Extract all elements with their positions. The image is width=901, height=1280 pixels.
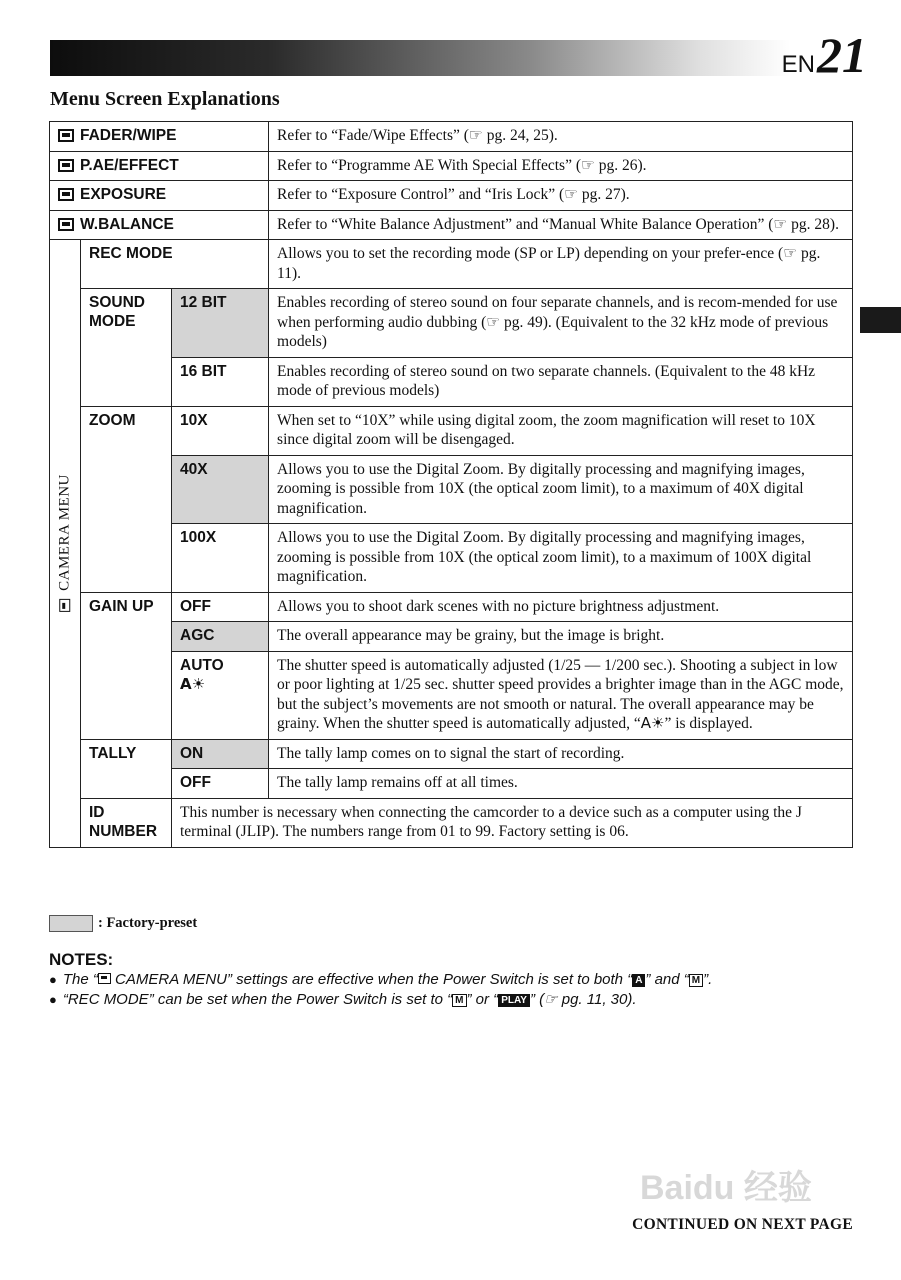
white-balance-icon xyxy=(58,218,74,231)
camera-menu-icon xyxy=(98,973,111,984)
gain-agc-option: AGC xyxy=(172,622,269,652)
exposure-desc: Refer to “Exposure Control” and “Iris Lock” (☞ pg. 27). xyxy=(269,181,853,211)
zoom-label: ZOOM xyxy=(81,406,172,592)
gain-off-desc: Allows you to shoot dark scenes with no picture brightness adjustment. xyxy=(269,592,853,622)
notes-list xyxy=(49,970,712,1010)
sound-12bit-option: 12 BIT xyxy=(172,289,269,358)
pae-effect-desc: Refer to “Programme AE With Special Effects” (☞ pg. 26). xyxy=(269,151,853,181)
fader-wipe-icon xyxy=(58,129,74,142)
zoom-100x-option: 100X xyxy=(172,524,269,593)
camera-menu-icon xyxy=(60,599,71,612)
manual-mode-icon: M xyxy=(452,994,466,1007)
factory-preset-text: : Factory-preset xyxy=(98,915,198,931)
table-row-id-number xyxy=(50,798,853,847)
table-row-exposure xyxy=(50,181,853,211)
pae-effect-label: P.AE/EFFECT xyxy=(50,151,269,181)
table-row-sound-12bit xyxy=(50,289,853,358)
continued-footer: CONTINUED ON NEXT PAGE xyxy=(632,1216,853,1233)
zoom-100x-desc: Allows you to use the Digital Zoom. By digitally processing and magnifying images, zooming is possible from 10X (the optical zoom limit), to a maximum of 100X digital magnification. xyxy=(269,524,853,593)
table-row-gain-off xyxy=(50,592,853,622)
bullet-icon: ● xyxy=(49,972,57,987)
auto-mode-icon: A xyxy=(632,974,645,987)
table-row-fader-wipe xyxy=(50,122,853,152)
table-row-rec-mode xyxy=(50,240,853,289)
white-balance-label: W.BALANCE xyxy=(50,210,269,240)
fader-wipe-label: FADER/WIPE xyxy=(50,122,269,152)
zoom-10x-desc: When set to “10X” while using digital zoom, the zoom magnification will reset to 10X since digital zoom will be disengaged. xyxy=(269,406,853,455)
gain-auto-desc: The shutter speed is automatically adjusted (1/25 — 1/200 sec.). Shooting a subject in low or poor lighting at 1/25 sec. shutter speed provides a brighter image than in the AGC mode, but the subject’s movements are not smooth or natural. The overall appearance may be grainy. When the shutter speed is automatically adjusted, “A☀” is displayed. xyxy=(269,651,853,739)
id-number-label: ID NUMBER xyxy=(81,798,172,847)
factory-preset-legend xyxy=(49,915,197,932)
tally-label: TALLY xyxy=(81,739,172,798)
zoom-40x-option: 40X xyxy=(172,455,269,524)
note-item: ● “REC MODE” can be set when the Power Switch is set to “ M ” or “ PLAY ” (☞ pg. 11, 30). xyxy=(49,991,637,1008)
camera-menu-vertical-label: CAMERA MENU xyxy=(50,240,81,848)
auto-gain-icon: A☀ xyxy=(180,674,206,693)
tally-on-desc: The tally lamp comes on to signal the start of recording. xyxy=(269,739,853,769)
sound-16bit-option: 16 BIT xyxy=(172,357,269,406)
gain-agc-desc: The overall appearance may be grainy, but the image is bright. xyxy=(269,622,853,652)
zoom-10x-option: 10X xyxy=(172,406,269,455)
note-item: ● The “ CAMERA MENU” settings are effective when the Power Switch is set to both “ A ” and “ M ”. xyxy=(49,971,713,988)
auto-gain-inline-icon: A☀ xyxy=(640,714,665,732)
play-mode-icon: PLAY xyxy=(498,994,530,1007)
tally-off-option: OFF xyxy=(172,769,269,799)
sound-mode-label: SOUND MODE xyxy=(81,289,172,407)
exposure-icon xyxy=(58,188,74,201)
id-number-desc: This number is necessary when connecting the camcorder to a device such as a computer using the J terminal (JLIP). The numbers range from 01 to 99. Factory setting is 06. xyxy=(172,798,853,847)
table-row-white-balance xyxy=(50,210,853,240)
manual-mode-icon: M xyxy=(689,974,703,987)
zoom-40x-desc: Allows you to use the Digital Zoom. By digitally processing and magnifying images, zooming is possible from 10X (the optical zoom limit), to a maximum of 40X digital magnification. xyxy=(269,455,853,524)
fader-wipe-desc: Refer to “Fade/Wipe Effects” (☞ pg. 24, 25). xyxy=(269,122,853,152)
watermark-logo: Baidu 经验 xyxy=(640,1169,812,1207)
gain-off-option: OFF xyxy=(172,592,269,622)
tally-off-desc: The tally lamp remains off at all times. xyxy=(269,769,853,799)
sound-12bit-desc: Enables recording of stereo sound on four separate channels, and is recom-mended for use when performing audio dubbing (☞ pg. 49). (Equivalent to the 32 kHz mode of previous models) xyxy=(269,289,853,358)
rec-mode-desc: Allows you to set the recording mode (SP or LP) depending on your prefer-ence (☞ pg. 11). xyxy=(269,240,853,289)
exposure-label: EXPOSURE xyxy=(50,181,269,211)
section-title: Menu Screen Explanations xyxy=(50,88,280,110)
page-number xyxy=(781,27,867,83)
tally-on-option: ON xyxy=(172,739,269,769)
page-lang: EN xyxy=(781,51,815,78)
sound-16bit-desc: Enables recording of stereo sound on two separate channels. (Equivalent to the 48 kHz mode of previous models) xyxy=(269,357,853,406)
menu-table xyxy=(49,121,853,848)
table-row-tally-on xyxy=(50,739,853,769)
page-num: 21 xyxy=(817,27,867,83)
programme-ae-icon xyxy=(58,159,74,172)
chapter-tab xyxy=(860,307,901,333)
rec-mode-label: REC MODE xyxy=(81,240,269,289)
header-gradient-bar xyxy=(50,40,790,76)
gain-up-label: GAIN UP xyxy=(81,592,172,739)
table-row-zoom-10x xyxy=(50,406,853,455)
table-row-pae-effect xyxy=(50,151,853,181)
notes-title: NOTES: xyxy=(49,950,114,969)
white-balance-desc: Refer to “White Balance Adjustment” and “Manual White Balance Operation” (☞ pg. 28). xyxy=(269,210,853,240)
gain-auto-option: AUTO A☀ xyxy=(172,651,269,739)
factory-preset-swatch xyxy=(49,915,93,932)
bullet-icon: ● xyxy=(49,992,57,1007)
